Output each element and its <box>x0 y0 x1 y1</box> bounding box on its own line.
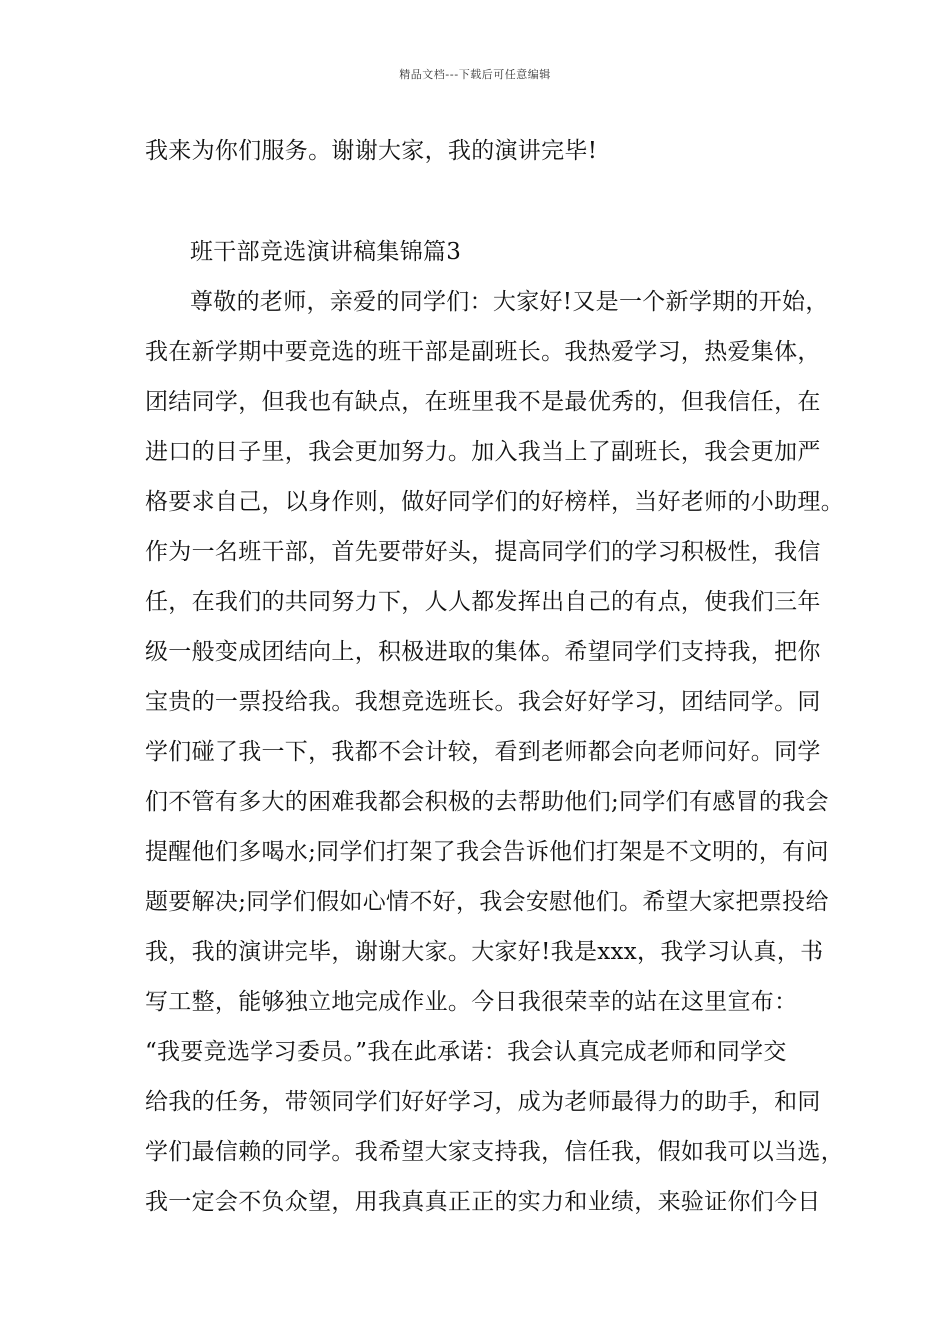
paragraph-line: 题要解决;同学们假如心情不好，我会安慰他们。希望大家把票投给 <box>145 889 829 915</box>
paragraph-line: 格要求自己，以身作则，做好同学们的好榜样，当好老师的小助理。 <box>145 489 844 515</box>
paragraph-line: 团结同学，但我也有缺点，在班里我不是最优秀的，但我信任，在 <box>145 389 821 415</box>
paragraph-line: 任，在我们的共同努力下，人人都发挥出自己的有点，使我们三年 <box>145 589 821 615</box>
paragraph-line: 写工整，能够独立地完成作业。今日我很荣幸的站在这里宣布： <box>145 989 798 1015</box>
paragraph-line: 学们碰了我一下，我都不会计较，看到老师都会向老师问好。同学 <box>145 739 821 765</box>
paragraph-line: 学们最信赖的同学。我希望大家支持我，信任我，假如我可以当选， <box>145 1139 844 1165</box>
paragraph-line: 宝贵的一票投给我。我想竞选班长。我会好好学习，团结同学。同 <box>145 689 821 715</box>
section-title: 班干部竞选演讲稿集锦篇3 <box>190 239 462 265</box>
paragraph-line: 我一定会不负众望，用我真真正正的实力和业绩，来验证你们今日 <box>145 1189 821 1215</box>
paragraph-line: 们不管有多大的困难我都会积极的去帮助他们;同学们有感冒的我会 <box>145 789 829 815</box>
paragraph-line: 给我的任务，带领同学们好好学习，成为老师最得力的助手，和同 <box>145 1089 821 1115</box>
paragraph-line: 作为一名班干部，首先要带好头，提高同学们的学习积极性，我信 <box>145 539 821 565</box>
paragraph-line: 我在新学期中要竞选的班干部是副班长。我热爱学习，热爱集体， <box>145 339 821 365</box>
paragraph-line: 我，我的演讲完毕，谢谢大家。大家好!我是xxx，我学习认真，书 <box>145 939 824 965</box>
page-header: 精品文档---下载后可任意编辑 <box>399 68 551 81</box>
paragraph-line: 进口的日子里，我会更加努力。加入我当上了副班长，我会更加严 <box>145 439 821 465</box>
intro-line: 我来为你们服务。谢谢大家，我的演讲完毕! <box>145 138 598 164</box>
paragraph-line: 尊敬的老师，亲爱的同学们：大家好!又是一个新学期的开始， <box>190 289 829 315</box>
paragraph-line: 提醒他们多喝水;同学们打架了我会告诉他们打架是不文明的，有问 <box>145 839 829 865</box>
paragraph-line: “我要竞选学习委员。”我在此承诺：我会认真完成老师和同学交 <box>145 1039 787 1065</box>
paragraph-line: 级一般变成团结向上，积极进取的集体。希望同学们支持我，把你 <box>145 639 821 665</box>
